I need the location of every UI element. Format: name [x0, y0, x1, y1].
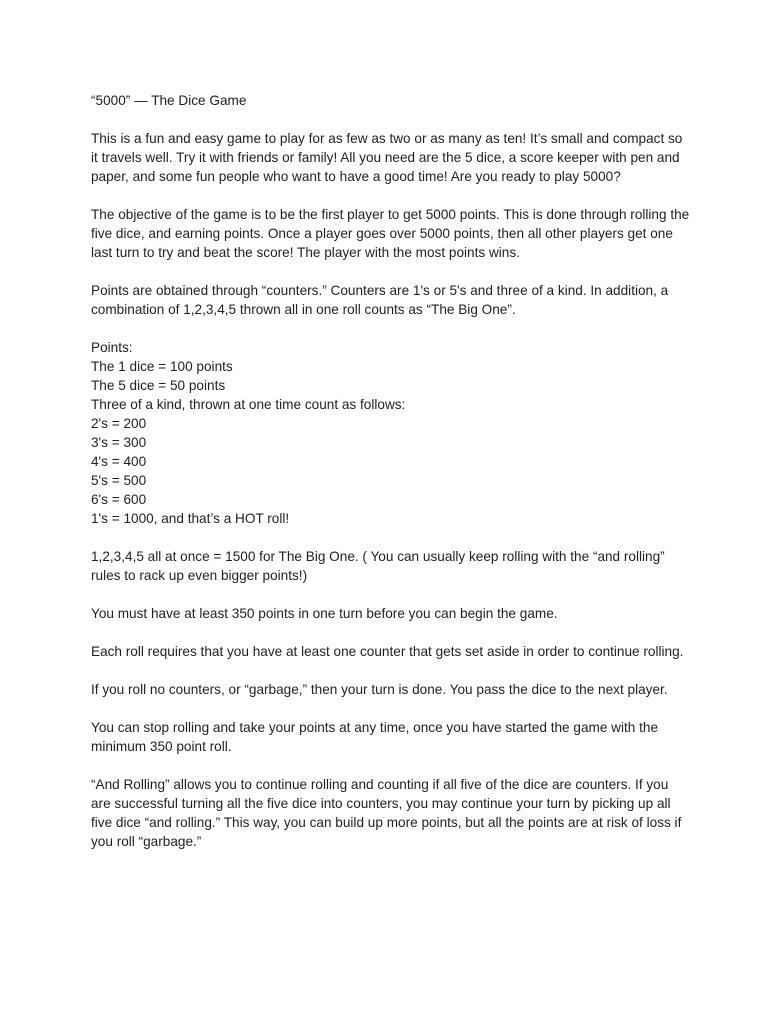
- points-line: 5's = 500: [91, 473, 147, 488]
- document-body: [91, 91, 691, 870]
- points-line: The 5 dice = 50 points: [91, 378, 226, 393]
- points-heading: Points:: [91, 340, 133, 355]
- stop-paragraph: You can stop rolling and take your points at any time, once you have started the game with the minimum 350 point roll.: [91, 720, 659, 754]
- points-line: 4's = 400: [91, 454, 147, 469]
- counters-paragraph: Points are obtained through “counters.” Counters are 1's or 5's and three of a kind. In addition, a combination of 1,2,3,4,5 thrown all in one roll counts as “The Big One”.: [91, 283, 669, 317]
- objective-paragraph: The objective of the game is to be the first player to get 5000 points. This is done through rolling the five dice, and earning points. Once a player goes over 5000 points, then all other players get one last turn to try and beat the score! The player with the most points wins.: [91, 207, 690, 260]
- each-roll-paragraph: Each roll requires that you have at least one counter that gets set aside in order to continue rolling.: [91, 644, 684, 659]
- points-line: 3's = 300: [91, 435, 147, 450]
- points-line: 1's = 1000, and that’s a HOT roll!: [91, 511, 290, 526]
- garbage-paragraph: If you roll no counters, or “garbage,” then your turn is done. You pass the dice to the next player.: [91, 682, 668, 697]
- intro-paragraph: This is a fun and easy game to play for as few as two or as many as ten! It’s small and compact so it travels well. Try it with friends or family! All you need are the 5 dice, a score keeper with pen and paper, and some fun people who want to have a good time! Are you ready to play 5000?: [91, 131, 683, 184]
- minimum-paragraph: You must have at least 350 points in one turn before you can begin the game.: [91, 606, 558, 621]
- document-title: “5000” — The Dice Game: [91, 93, 247, 108]
- and-rolling-paragraph: “And Rolling” allows you to continue rolling and counting if all five of the dice are counters. If you are successful turning all the five dice into counters, you may continue your turn by picking up all five dice “and rolling.” This way, you can build up more points, but all the points are at risk of loss if you roll “garbage.”: [91, 777, 682, 849]
- points-line: The 1 dice = 100 points: [91, 359, 233, 374]
- points-line: 6's = 600: [91, 492, 147, 507]
- points-line: Three of a kind, thrown at one time count as follows:: [91, 397, 406, 412]
- big-one-paragraph: 1,2,3,4,5 all at once = 1500 for The Big One. ( You can usually keep rolling with the “and rolling” rules to rack up even bigger points!): [91, 549, 665, 583]
- points-list: [91, 338, 691, 528]
- points-line: 2's = 200: [91, 416, 147, 431]
